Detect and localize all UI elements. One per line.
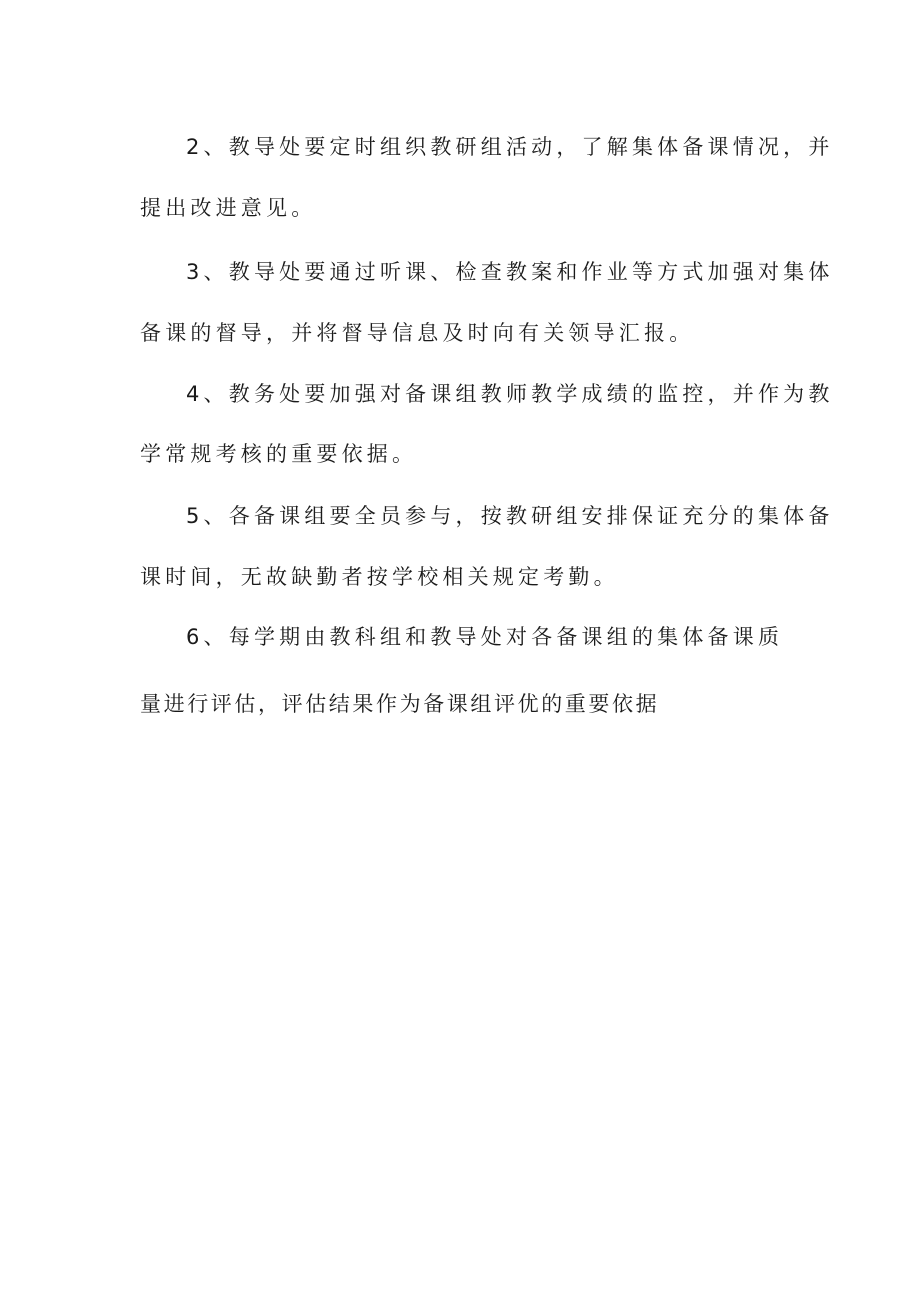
paragraph-2-line-1: 2、教导处要定时组织教研组活动，了解集体备课情况，并 — [186, 135, 834, 159]
paragraph-2-line-2: 提出改进意见。 — [140, 196, 317, 220]
paragraph-3-line-2: 备课的督导，并将督导信息及时向有关领导汇报。 — [140, 321, 695, 345]
paragraph-6-line-1: 6、每学期由教科组和教导处对各备课组的集体备课质 — [186, 625, 784, 649]
paragraph-6-line-2: 量进行评估，评估结果作为备课组评优的重要依据 — [140, 692, 660, 716]
paragraph-3-line-1: 3、教导处要通过听课、检查教案和作业等方式加强对集体 — [186, 260, 834, 284]
paragraph-5-line-2: 课时间，无故缺勤者按学校相关规定考勤。 — [140, 565, 619, 589]
paragraph-5-line-1: 5、各备课组要全员参与，按教研组安排保证充分的集体备 — [186, 504, 834, 528]
paragraph-4-line-2: 学常规考核的重要依据。 — [140, 442, 418, 466]
paragraph-4-line-1: 4、教务处要加强对备课组教师教学成绩的监控，并作为教 — [186, 382, 834, 406]
